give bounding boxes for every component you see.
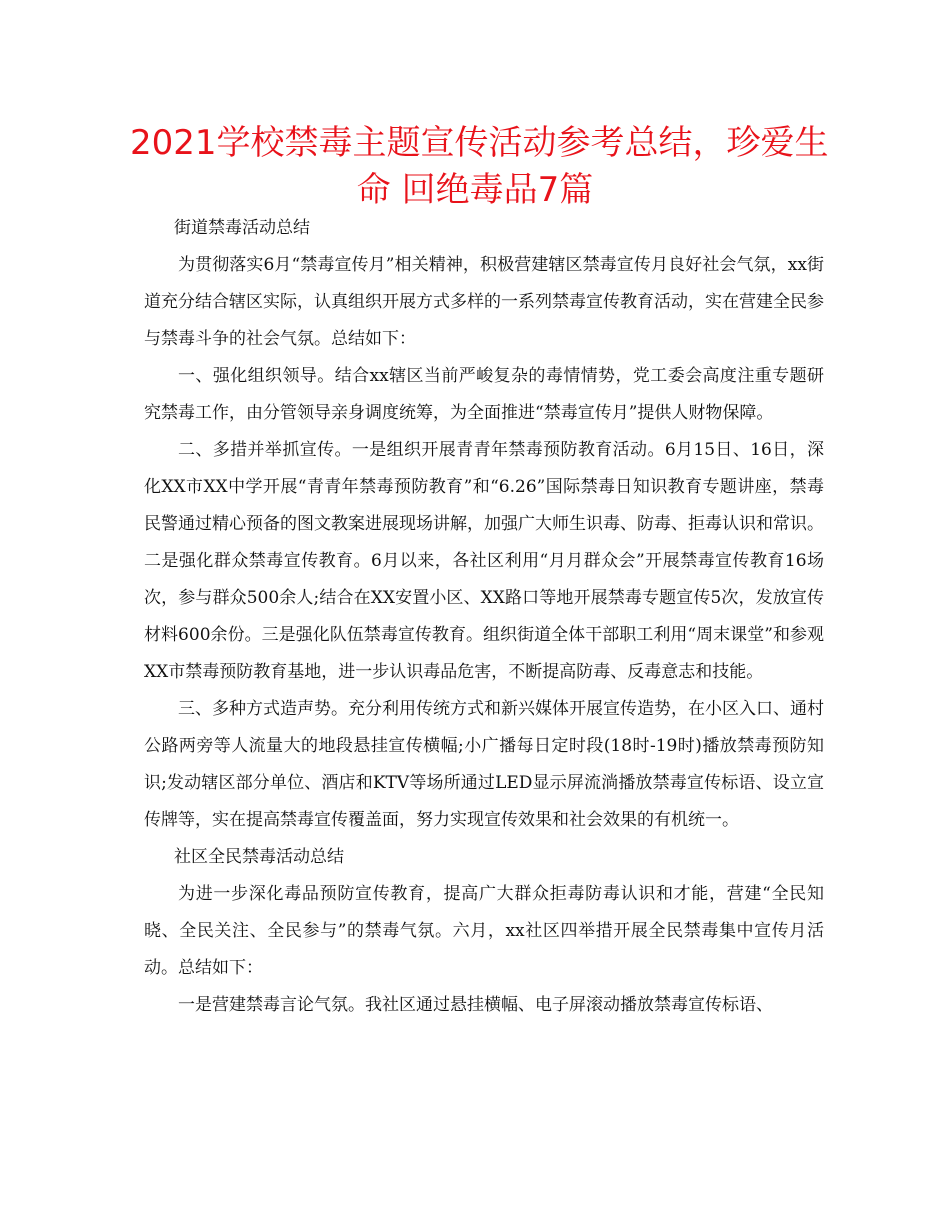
paragraph-community-intro: 为进一步深化毒品预防宣传教育，提高广大群众拒毒防毒认识和才能，营建“全民知晓、全民关注、全民参与”的禁毒气氛。六月，xx社区四举措开展全民禁毒集中宣传月活动。总结如下：	[144, 884, 824, 978]
section-heading-community: 社区全民禁毒活动总结	[174, 847, 344, 867]
paragraph-organization: 一、强化组织领导。结合xx辖区当前严峻复杂的毒情情势，党工委会高度注重专题研究禁毒工作，由分管领导亲身调度统筹，为全面推进“禁毒宣传月”提供人财物保障。	[144, 366, 824, 423]
paragraph-methods: 三、多种方式造声势。充分利用传统方式和新兴媒体开展宣传造势，在小区入口、通村公路两旁等人流量大的地段悬挂宣传横幅;小广播每日定时段(18时-19时)播放禁毒预防知识;发动辖区部分单位、酒店和KTV等场所通过LED显示屏流淌播放禁毒宣传标语、设立宣传牌等，实在提高禁毒宣传覆盖面，努力实现宣传效果和社会效果的有机统一。	[144, 699, 824, 830]
paragraph-intro: 为贯彻落实6月“禁毒宣传月”相关精神，积极营建辖区禁毒宣传月良好社会气氛，xx街道充分结合辖区实际，认真组织开展方式多样的一系列禁毒宣传教育活动，实在营建全民参与禁毒斗争的社会气氛。总结如下：	[144, 255, 824, 349]
paragraph-community-first: 一是营建禁毒言论气氛。我社区通过悬挂横幅、电子屏滚动播放禁毒宣传标语、	[178, 995, 773, 1015]
document-title	[130, 120, 829, 214]
section-heading-street: 街道禁毒活动总结	[174, 218, 310, 238]
document-body	[144, 210, 824, 1024]
title-line-2: 命 回绝毒品7篇	[356, 170, 594, 210]
title-line-1: 2021学校禁毒主题宣传活动参考总结，珍爱生	[130, 123, 829, 163]
paragraph-publicity: 二、多措并举抓宣传。一是组织开展青青年禁毒预防教育活动。6月15日、16日，深化XX市XX中学开展“青青年禁毒预防教育”和“6.26”国际禁毒日知识教育专题讲座，禁毒民警通过精心预备的图文教案进展现场讲解，加强广大师生识毒、防毒、拒毒认识和常识。二是强化群众禁毒宣传教育。6月以来，各社区利用“月月群众会”开展禁毒宣传教育16场次，参与群众500余人;结合在XX安置小区、XX路口等地开展禁毒专题宣传5次，发放宣传材料600余份。三是强化队伍禁毒宣传教育。组织街道全体干部职工利用“周末课堂”和参观XX市禁毒预防教育基地，进一步认识毒品危害，不断提高防毒、反毒意志和技能。	[144, 440, 824, 682]
